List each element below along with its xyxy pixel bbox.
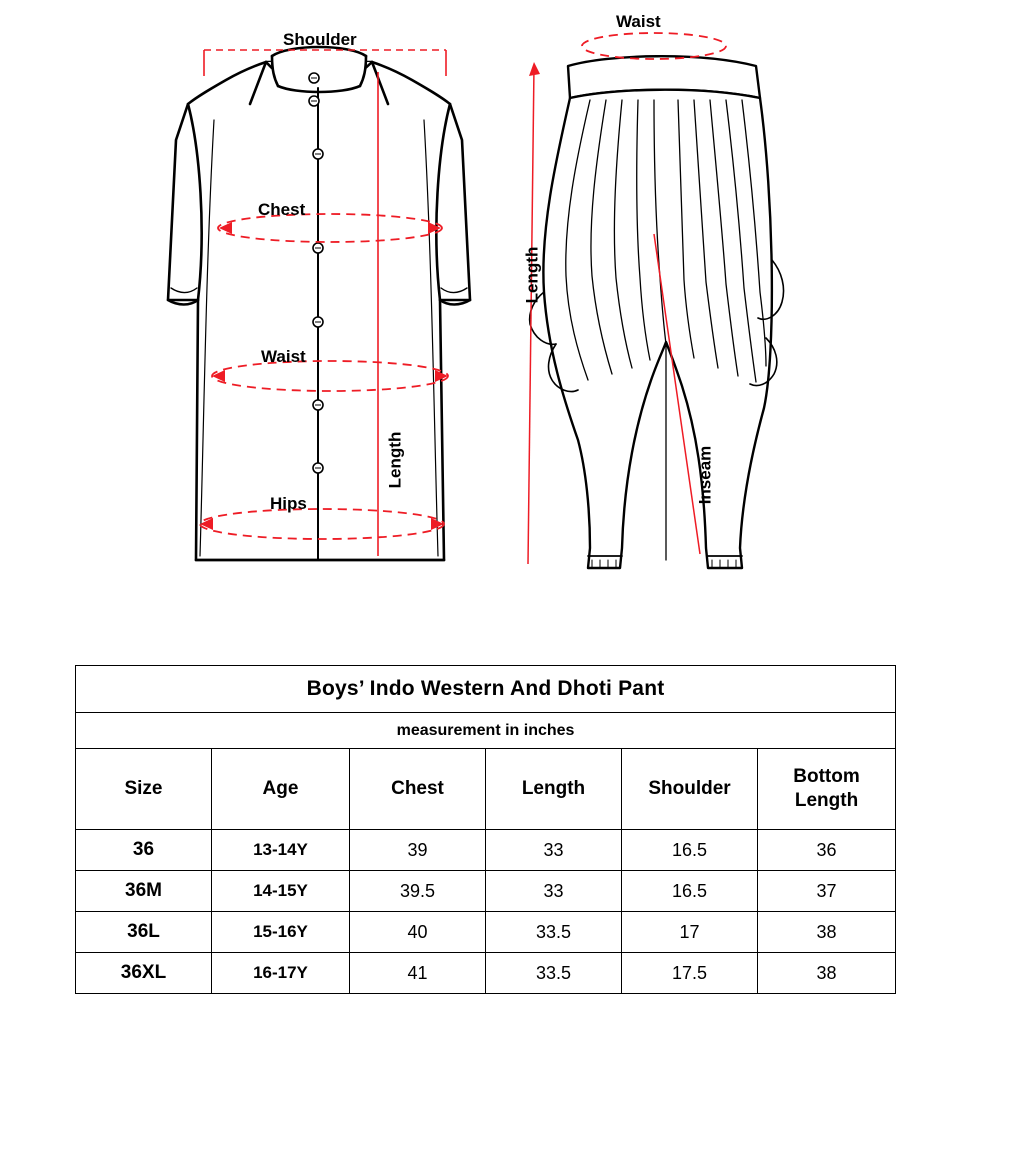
- dhoti-pant-illustration: [530, 56, 784, 568]
- column-header-size: Size: [76, 749, 212, 830]
- column-header-shoulder: Shoulder: [622, 749, 758, 830]
- cell-chest: 40: [350, 912, 486, 953]
- cell-size: 36M: [76, 871, 212, 912]
- waist-label-dhoti: Waist: [616, 12, 661, 31]
- cell-shoulder: 17: [622, 912, 758, 953]
- inseam-label: Inseam: [695, 445, 715, 505]
- table-row: [76, 912, 896, 953]
- table-title: Boys’ Indo Western And Dhoti Pant: [76, 666, 896, 713]
- cell-chest: 41: [350, 953, 486, 994]
- cell-bottom-length: 38: [758, 912, 896, 953]
- column-header-age: Age: [212, 749, 350, 830]
- column-header-chest: Chest: [350, 749, 486, 830]
- cell-bottom-length: 37: [758, 871, 896, 912]
- column-header-bottom-length: Bottom Length: [758, 749, 896, 830]
- table-row: [76, 830, 896, 871]
- cell-length: 33: [486, 830, 622, 871]
- cell-length: 33: [486, 871, 622, 912]
- cell-length: 33.5: [486, 953, 622, 994]
- cell-shoulder: 16.5: [622, 871, 758, 912]
- cell-shoulder: 17.5: [622, 953, 758, 994]
- length-label-kurta: Length: [385, 431, 405, 489]
- cell-bottom-length: 38: [758, 953, 896, 994]
- cell-bottom-length: 36: [758, 830, 896, 871]
- table-row: [76, 953, 896, 994]
- size-chart-table: [75, 665, 895, 994]
- cell-size: 36: [76, 830, 212, 871]
- hips-label: Hips: [270, 494, 307, 513]
- cell-chest: 39.5: [350, 871, 486, 912]
- cell-age: 15-16Y: [212, 912, 350, 953]
- length-label-dhoti: Length: [522, 246, 542, 304]
- cell-age: 13-14Y: [212, 830, 350, 871]
- shoulder-label-top: Shoulder: [283, 30, 357, 49]
- table-subtitle: measurement in inches: [76, 713, 896, 749]
- cell-chest: 39: [350, 830, 486, 871]
- table-row: [76, 871, 896, 912]
- waist-label-kurta: Waist: [261, 347, 306, 366]
- cell-size: 36XL: [76, 953, 212, 994]
- kurta-front-illustration: [168, 47, 470, 560]
- table-header-row: [76, 749, 896, 830]
- dhoti-length-measure-line: [528, 66, 534, 564]
- cell-shoulder: 16.5: [622, 830, 758, 871]
- table-title-row: [76, 666, 896, 713]
- dhoti-length-arrow-top: [529, 62, 540, 76]
- cell-age: 14-15Y: [212, 871, 350, 912]
- cell-length: 33.5: [486, 912, 622, 953]
- cell-size: 36L: [76, 912, 212, 953]
- cell-age: 16-17Y: [212, 953, 350, 994]
- table-subtitle-row: [76, 713, 896, 749]
- chest-label: Chest: [258, 200, 306, 219]
- column-header-length: Length: [486, 749, 622, 830]
